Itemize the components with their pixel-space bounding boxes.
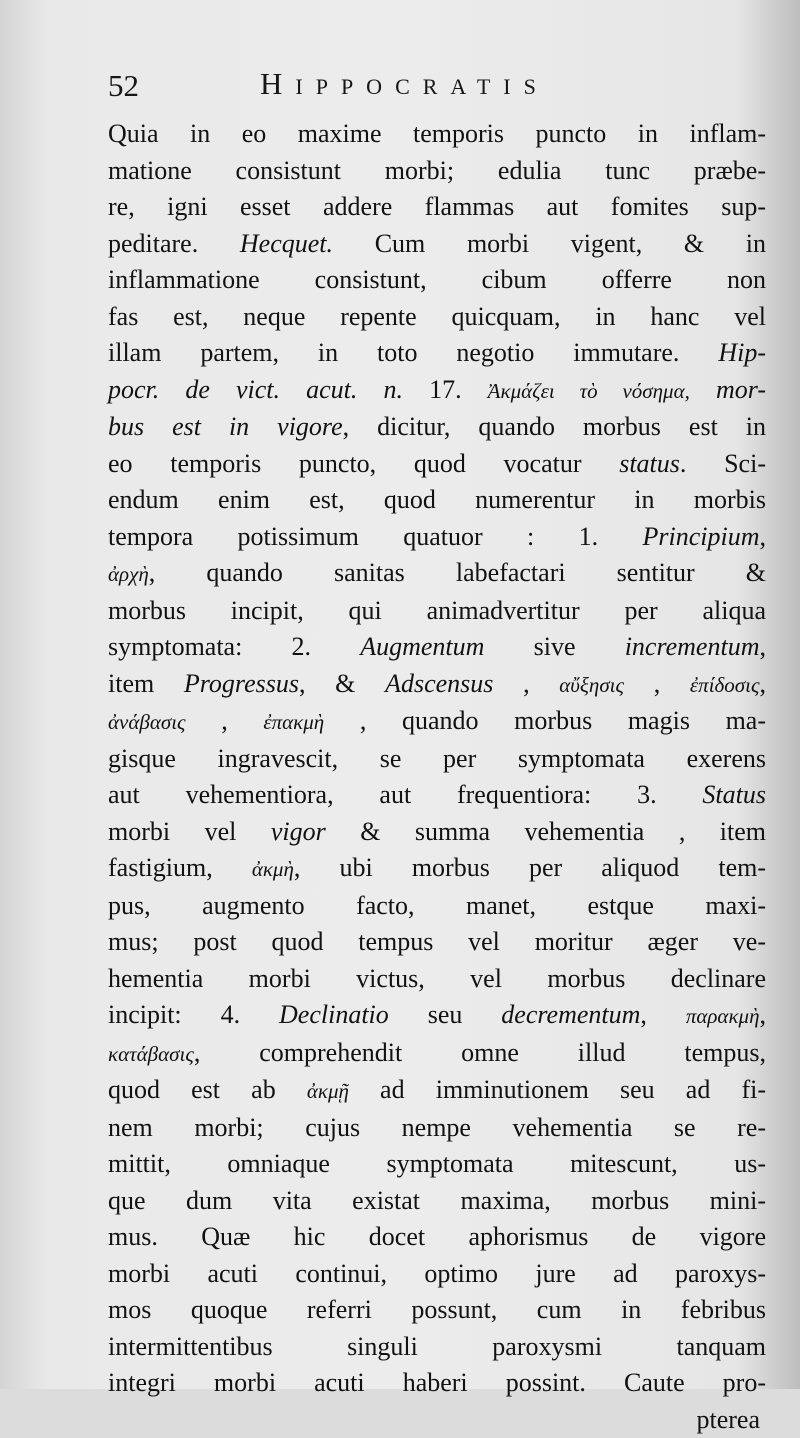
text-line: κατάβασις, comprehendit omne illud tempus, [108, 1035, 766, 1073]
page-number: 52 [108, 68, 139, 104]
text-line: item Progressus, & Adscensus , αὔξησις , ἐπίδοσις, [108, 666, 766, 704]
text-line: pocr. de vict. acut. n. 17. Ἀκμάζει τὸ νόσημα, mor- [108, 372, 766, 410]
text-line: fastigium, ἀκμὴ, ubi morbus per aliquod tem- [108, 850, 766, 888]
text-line: intermittentibus singuli paroxysmi tanquam [108, 1329, 766, 1366]
text-line: mus; post quod tempus vel moritur æger ve- [108, 924, 766, 961]
text-line: mos quoque referri possunt, cum in febribus [108, 1292, 766, 1329]
greek-term: ἐπίδοσις [690, 673, 760, 697]
text-line: Quia in eo maxime temporis puncto in inflam- [108, 116, 766, 153]
greek-term: ἀκμῇ [307, 1079, 349, 1103]
text-line: tempora potissimum quatuor : 1. Principium, [108, 519, 766, 556]
text-line: morbus incipit, qui animadvertitur per aliqua [108, 593, 766, 630]
text-line: eo temporis puncto, quod vocatur status. Sci- [108, 446, 766, 483]
text-line: ἀρχὴ, quando sanitas labefactari sentitur & [108, 555, 766, 593]
running-title: Hippocratis [260, 66, 549, 102]
text-line: matione consistunt morbi; edulia tunc præbe- [108, 153, 766, 190]
text-line: symptomata: 2. Augmentum sive incrementum, [108, 629, 766, 666]
text-line: morbi acuti continui, optimo jure ad paroxys- [108, 1256, 766, 1293]
text-line: ἀνάβασις , ἐπακμὴ , quando morbus magis ma- [108, 703, 766, 741]
text-line: quod est ab ἀκμῇ ad imminutionem seu ad fi- [108, 1072, 766, 1110]
text-line: endum enim est, quod numerentur in morbis [108, 482, 766, 519]
greek-term: κατάβασις [108, 1042, 194, 1066]
greek-term: αὔξησις [559, 673, 624, 697]
text-line: integri morbi acuti haberi possint. Caute pro- [108, 1365, 766, 1402]
text-line: illam partem, in toto negotio immutare. Hip- [108, 335, 766, 372]
catchword-line: pterea [108, 1402, 766, 1438]
greek-term: ἀρχὴ [108, 562, 149, 586]
text-line: incipit: 4. Declinatio seu decrementum, παρακμὴ, [108, 997, 766, 1035]
greek-term: ἀκμὴ [252, 857, 294, 881]
greek-term: Ἀκμάζει τὸ νόσημα, [488, 379, 690, 403]
text-line: re, igni esset addere flammas aut fomites sup- [108, 189, 766, 226]
text-line: nem morbi; cujus nempe vehementia se re- [108, 1110, 766, 1147]
text-line: fas est, neque repente quicquam, in hanc vel [108, 299, 766, 336]
text-line: que dum vita existat maxima, morbus mini- [108, 1183, 766, 1220]
text-line: hementia morbi victus, vel morbus declinare [108, 961, 766, 998]
greek-term: ἀνάβασις [108, 710, 186, 734]
text-line: mittit, omniaque symptomata mitescunt, us- [108, 1146, 766, 1183]
text-line: mus. Quæ hic docet aphorismus de vigore [108, 1219, 766, 1256]
text-line: bus est in vigore, dicitur, quando morbus est in [108, 409, 766, 446]
body-paragraph [108, 116, 766, 1438]
text-line: aut vehementiora, aut frequentiora: 3. Status [108, 777, 766, 814]
text-line: peditare. Hecquet. Cum morbi vigent, & in [108, 226, 766, 263]
text-line: pus, augmento facto, manet, estque maxi- [108, 888, 766, 925]
greek-term: ἐπακμὴ [263, 710, 324, 734]
text-line: morbi vel vigor & summa vehementia , item [108, 814, 766, 851]
text-line: gisque ingravescit, se per symptomata exerens [108, 741, 766, 778]
text-line: inflammatione consistunt, cibum offerre non [108, 262, 766, 299]
greek-term: παρακμὴ [686, 1004, 760, 1028]
running-head [108, 62, 668, 106]
